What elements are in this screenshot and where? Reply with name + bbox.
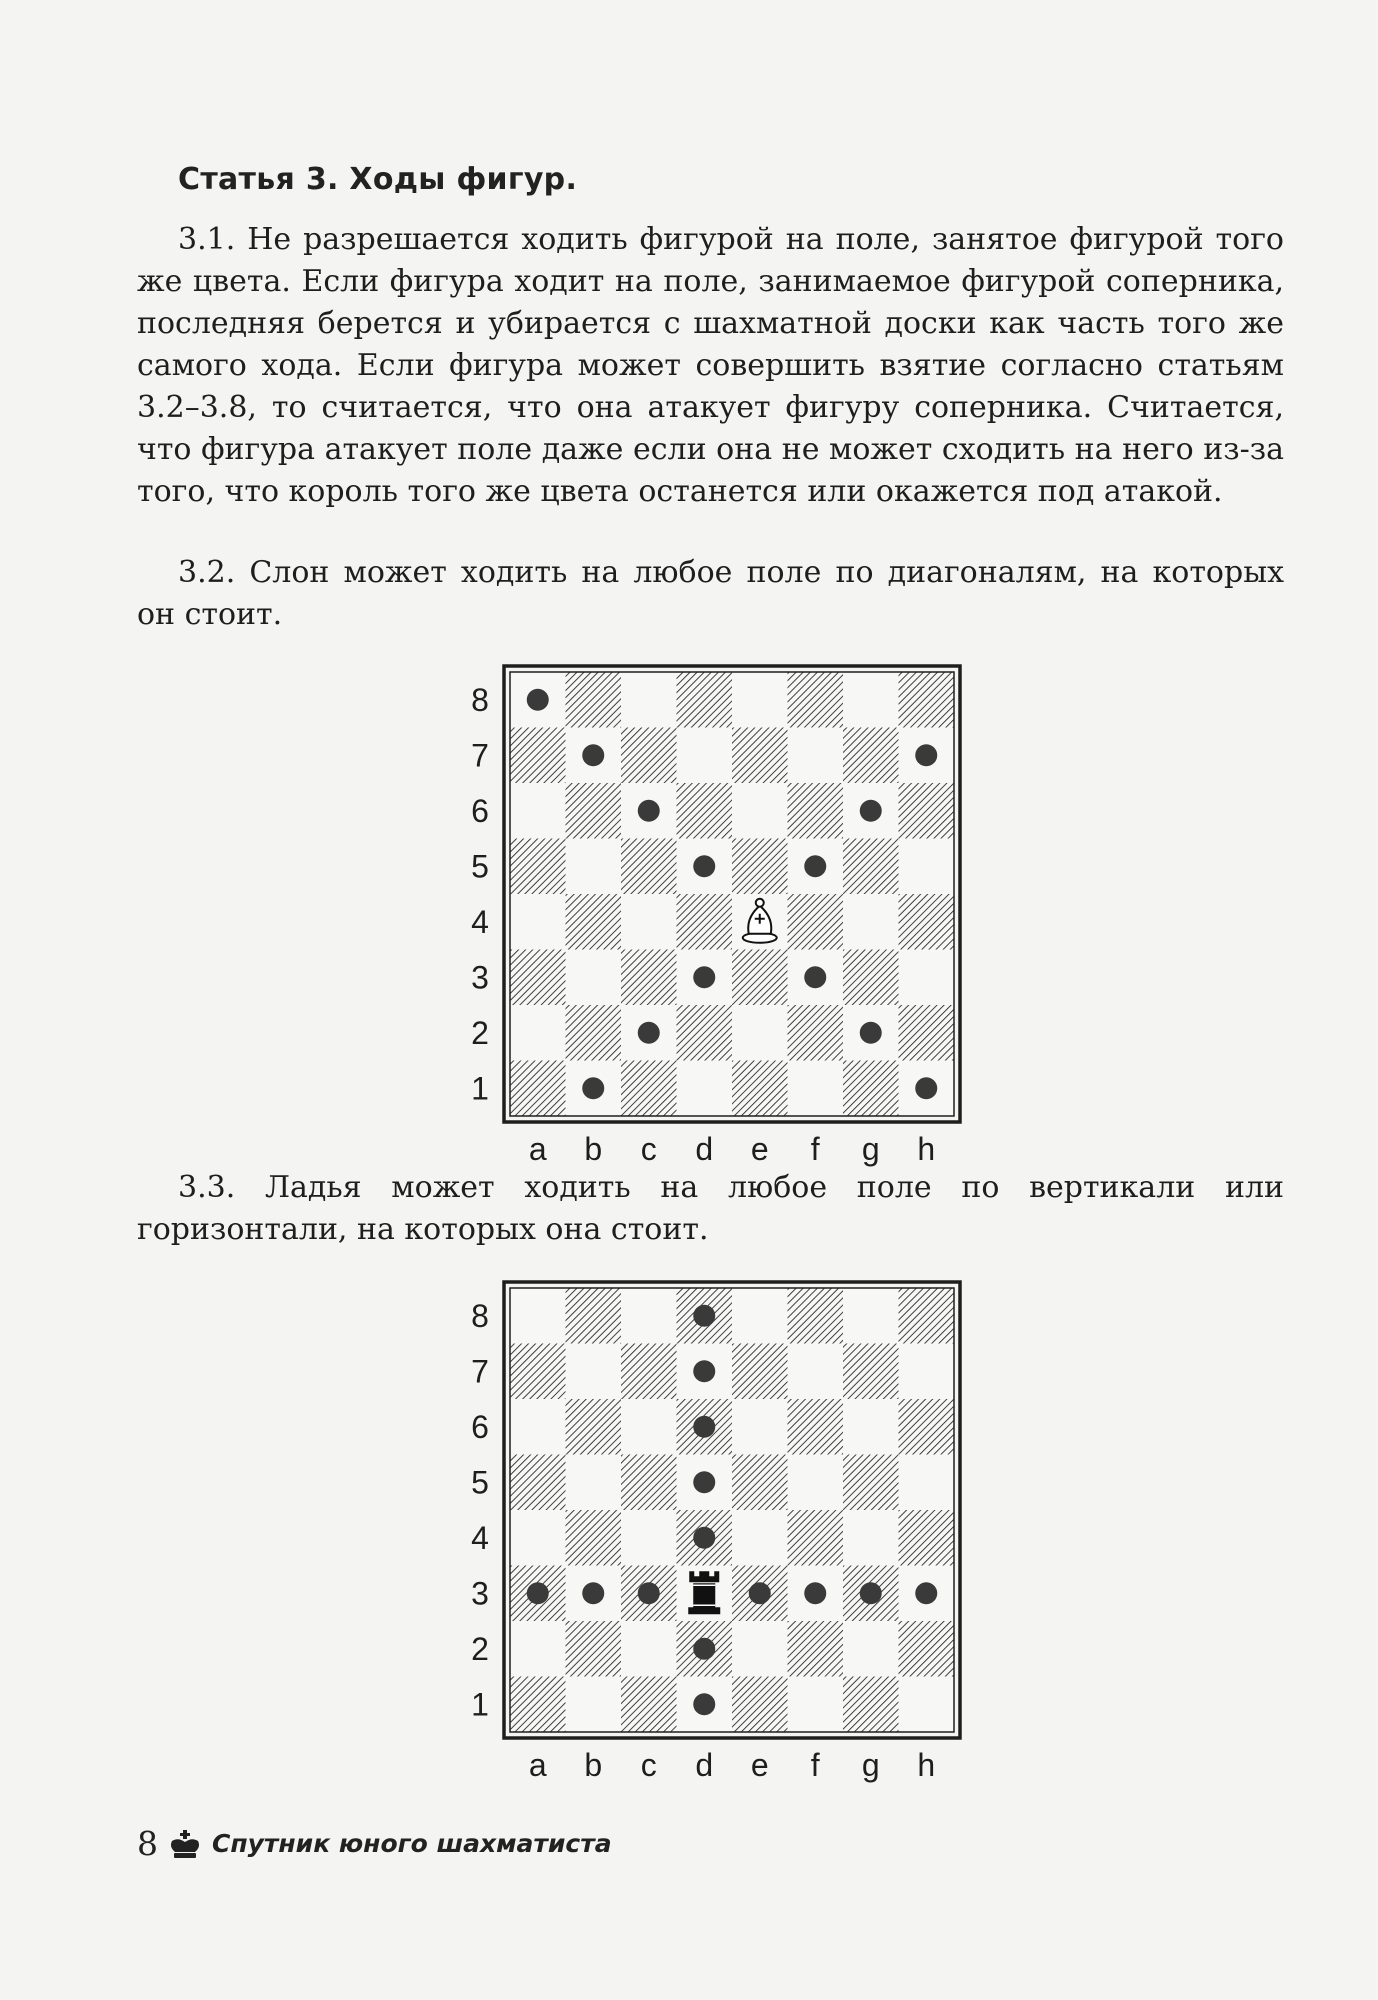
square-g5 (843, 1455, 899, 1511)
square-h1 (899, 1677, 955, 1733)
chessboard-bishop (455, 652, 965, 1167)
paragraph-3-1: 3.1. Не разрешается ходить фигурой на поле, занятое фигурой того же цвета. Если фигура ходит на поле, занимаемое фигурой соперника, последняя берется и убирается с шахматной доски как часть того же самого хода. Если фигура может совершить взятие согласно статьям 3.2–3.8, то считается, что она атакует фигуру соперника. Считается, что фигура атакует поле даже если она не может сходить на него из-за того, что король того же цвета останется или окажется под атакой. (137, 222, 1284, 509)
square-h6 (899, 783, 955, 839)
square-f7 (788, 728, 844, 784)
square-e5 (732, 839, 788, 895)
book-title: Спутник юного шахматиста (212, 1829, 612, 1858)
square-f5 (788, 1455, 844, 1511)
square-d1 (677, 1061, 733, 1117)
move-dot-a3 (527, 1582, 549, 1604)
square-a8 (510, 1288, 566, 1344)
square-a4 (510, 1510, 566, 1566)
bishop-moves-diagram (455, 652, 965, 1167)
rank-label: 2 (471, 1014, 489, 1051)
move-dot-h7 (915, 744, 937, 766)
square-e6 (732, 783, 788, 839)
file-label: f (810, 1131, 820, 1167)
square-g2 (843, 1621, 899, 1677)
chessboard-rook (455, 1268, 965, 1783)
square-a2 (510, 1005, 566, 1061)
square-a7 (510, 728, 566, 784)
square-f1 (788, 1677, 844, 1733)
move-dot-d3 (693, 966, 715, 988)
paragraph-3-2: 3.2. Слон может ходить на любое поле по диагоналям, на которых он стоит. (137, 555, 1284, 632)
move-dot-f5 (804, 855, 826, 877)
paragraph-3-3: 3.3. Ладья может ходить на любое поле по вертикали или горизонтали, на которых она стоит. (137, 1170, 1284, 1247)
square-c8 (621, 672, 677, 728)
rank-label: 6 (471, 792, 489, 829)
file-label: b (584, 1131, 603, 1167)
square-a7 (510, 1344, 566, 1400)
square-f2 (788, 1005, 844, 1061)
file-label: f (810, 1747, 820, 1783)
move-dot-h3 (915, 1582, 937, 1604)
square-f6 (788, 1399, 844, 1455)
move-dot-a8 (527, 689, 549, 711)
square-a6 (510, 1399, 566, 1455)
square-b2 (566, 1005, 622, 1061)
file-label: c (640, 1747, 657, 1783)
square-d8 (677, 672, 733, 728)
square-e1 (732, 1061, 788, 1117)
rank-label: 6 (471, 1408, 489, 1445)
square-a1 (510, 1061, 566, 1117)
square-h3 (899, 950, 955, 1006)
square-c8 (621, 1288, 677, 1344)
square-a2 (510, 1621, 566, 1677)
square-g8 (843, 672, 899, 728)
square-g4 (843, 894, 899, 950)
move-dot-e3 (749, 1582, 771, 1604)
rank-label: 5 (471, 848, 489, 885)
square-h2 (899, 1621, 955, 1677)
square-h6 (899, 1399, 955, 1455)
square-g8 (843, 1288, 899, 1344)
square-c1 (621, 1061, 677, 1117)
square-d2 (677, 1005, 733, 1061)
square-h5 (899, 839, 955, 895)
file-label: e (750, 1747, 769, 1783)
square-h2 (899, 1005, 955, 1061)
move-dot-d1 (693, 1693, 715, 1715)
square-d6 (677, 783, 733, 839)
move-dot-d5 (693, 855, 715, 877)
square-e5 (732, 1455, 788, 1511)
square-a3 (510, 950, 566, 1006)
file-label: e (750, 1131, 769, 1167)
square-a6 (510, 783, 566, 839)
rank-label: 5 (471, 1464, 489, 1501)
square-f7 (788, 1344, 844, 1400)
square-h5 (899, 1455, 955, 1511)
square-e2 (732, 1621, 788, 1677)
square-e2 (732, 1005, 788, 1061)
square-c6 (621, 1399, 677, 1455)
rank-label: 2 (471, 1630, 489, 1667)
rank-label: 3 (471, 959, 489, 996)
square-h4 (899, 1510, 955, 1566)
move-dot-d6 (693, 1416, 715, 1438)
rank-label: 1 (471, 1686, 489, 1723)
square-g1 (843, 1061, 899, 1117)
square-b1 (566, 1677, 622, 1733)
rank-label: 7 (471, 737, 489, 774)
square-a5 (510, 839, 566, 895)
square-b7 (566, 1344, 622, 1400)
move-dot-c2 (638, 1022, 660, 1044)
square-b8 (566, 1288, 622, 1344)
page-footer (137, 1824, 612, 1863)
square-b6 (566, 783, 622, 839)
square-g7 (843, 728, 899, 784)
square-e3 (732, 950, 788, 1006)
move-dot-d8 (693, 1305, 715, 1327)
square-e6 (732, 1399, 788, 1455)
move-dot-d4 (693, 1527, 715, 1549)
square-f2 (788, 1621, 844, 1677)
move-dot-h1 (915, 1077, 937, 1099)
square-c5 (621, 839, 677, 895)
square-g3 (843, 950, 899, 1006)
rank-label: 4 (471, 1519, 489, 1556)
file-label: b (584, 1747, 603, 1783)
square-f8 (788, 672, 844, 728)
square-g5 (843, 839, 899, 895)
article-heading: Статья 3. Ходы фигур. (178, 162, 578, 197)
move-dot-d7 (693, 1360, 715, 1382)
square-c4 (621, 894, 677, 950)
square-c7 (621, 1344, 677, 1400)
move-dot-g3 (860, 1582, 882, 1604)
square-c2 (621, 1621, 677, 1677)
file-label: d (695, 1747, 714, 1783)
square-a1 (510, 1677, 566, 1733)
square-g1 (843, 1677, 899, 1733)
move-dot-g6 (860, 800, 882, 822)
move-dot-f3 (804, 966, 826, 988)
square-b4 (566, 894, 622, 950)
page-number: 8 (137, 1824, 158, 1863)
square-h7 (899, 1344, 955, 1400)
square-a5 (510, 1455, 566, 1511)
square-a4 (510, 894, 566, 950)
king-icon (168, 1829, 202, 1859)
square-f1 (788, 1061, 844, 1117)
square-c5 (621, 1455, 677, 1511)
move-dot-c3 (638, 1582, 660, 1604)
square-f8 (788, 1288, 844, 1344)
file-label: d (695, 1131, 714, 1167)
square-e8 (732, 1288, 788, 1344)
square-h8 (899, 672, 955, 728)
square-b3 (566, 950, 622, 1006)
move-dot-f3 (804, 1582, 826, 1604)
square-h4 (899, 894, 955, 950)
square-e8 (732, 672, 788, 728)
square-f4 (788, 1510, 844, 1566)
move-dot-b3 (582, 1582, 604, 1604)
move-dot-d5 (693, 1471, 715, 1493)
square-b5 (566, 1455, 622, 1511)
square-e7 (732, 728, 788, 784)
square-c7 (621, 728, 677, 784)
rank-label: 8 (471, 1297, 489, 1334)
square-e1 (732, 1677, 788, 1733)
rank-label: 8 (471, 681, 489, 718)
move-dot-b1 (582, 1077, 604, 1099)
square-b5 (566, 839, 622, 895)
square-d7 (677, 728, 733, 784)
square-b8 (566, 672, 622, 728)
move-dot-b7 (582, 744, 604, 766)
square-e4 (732, 1510, 788, 1566)
square-g6 (843, 1399, 899, 1455)
square-g4 (843, 1510, 899, 1566)
square-c1 (621, 1677, 677, 1733)
rank-label: 3 (471, 1575, 489, 1612)
move-dot-d2 (693, 1638, 715, 1660)
rook-moves-diagram (455, 1268, 965, 1783)
square-f6 (788, 783, 844, 839)
file-label: a (528, 1131, 547, 1167)
square-c3 (621, 950, 677, 1006)
file-label: h (917, 1747, 936, 1783)
rank-label: 4 (471, 903, 489, 940)
file-label: a (528, 1747, 547, 1783)
file-label: c (640, 1131, 657, 1167)
square-g7 (843, 1344, 899, 1400)
square-h8 (899, 1288, 955, 1344)
file-label: g (861, 1131, 880, 1167)
square-b4 (566, 1510, 622, 1566)
square-f4 (788, 894, 844, 950)
square-b6 (566, 1399, 622, 1455)
rank-label: 7 (471, 1353, 489, 1390)
square-d4 (677, 894, 733, 950)
move-dot-g2 (860, 1022, 882, 1044)
square-b2 (566, 1621, 622, 1677)
file-label: g (861, 1747, 880, 1783)
square-c4 (621, 1510, 677, 1566)
rank-label: 1 (471, 1070, 489, 1107)
file-label: h (917, 1131, 936, 1167)
move-dot-c6 (638, 800, 660, 822)
square-e7 (732, 1344, 788, 1400)
